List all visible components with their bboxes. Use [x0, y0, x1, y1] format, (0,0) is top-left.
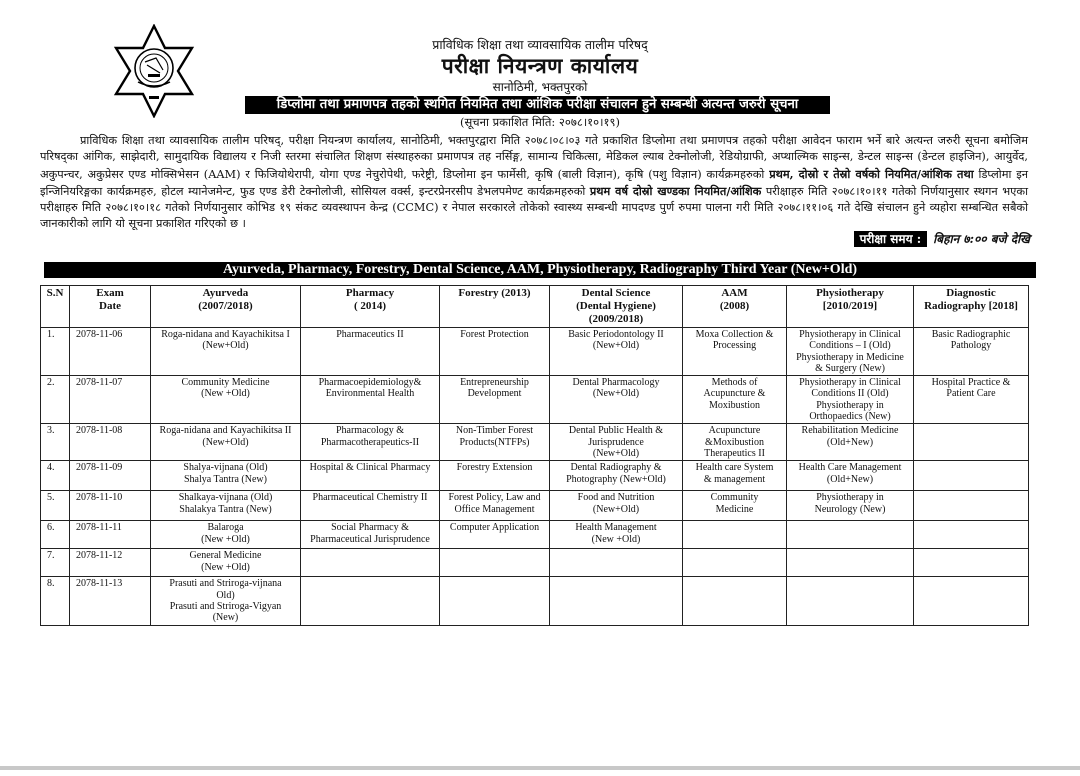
- cell-radiography: [914, 491, 1029, 521]
- cell-line: Health care System: [695, 462, 774, 474]
- cell-radiography: [914, 376, 1029, 424]
- header-line: Dental Science: [581, 287, 651, 299]
- cell-line: Pharmaceutics II: [336, 329, 404, 340]
- cell-line: Acupuncture &: [703, 388, 766, 400]
- exam-time-label: परीक्षा समय :: [854, 231, 928, 247]
- cell-exam-date: 2078-11-06: [70, 328, 151, 376]
- exam-time: [854, 230, 1030, 247]
- cell-line: & management: [703, 473, 766, 485]
- cell-line: Community Medicine: [181, 377, 270, 389]
- cell-pharmacy: [301, 521, 440, 549]
- cell-forestry: [440, 461, 550, 491]
- header-line: Date: [99, 300, 121, 312]
- header-line: Pharmacy: [345, 287, 395, 299]
- cell-pharmacy: [301, 424, 440, 461]
- cell-line: Forest Policy, Law and: [448, 492, 541, 504]
- cell-line: Patient Care: [946, 388, 996, 400]
- cell-aam: [683, 424, 787, 461]
- cell-line: Social Pharmacy &: [331, 522, 409, 534]
- cell-line: Physiotherapy in: [816, 492, 884, 504]
- cell-physiotherapy: [787, 549, 914, 577]
- cell-ayurveda: [151, 577, 301, 625]
- cell-line: Neurology (New): [814, 503, 886, 515]
- cell-pharmacy: [301, 577, 440, 625]
- cell-line: Environmental Health: [325, 388, 415, 400]
- cell-line: (New+Old): [592, 503, 640, 515]
- notice-body: [40, 133, 1028, 233]
- cell-line: Entrepreneurship: [460, 377, 529, 389]
- cell-exam-date: 2078-11-13: [70, 577, 151, 625]
- header-sn: [41, 286, 70, 328]
- table-row: [41, 521, 1029, 549]
- cell-physiotherapy: [787, 491, 914, 521]
- cell-line: (New+Old): [592, 388, 640, 400]
- cell-line: & Surgery (New): [815, 362, 885, 374]
- header-pharmacy: [301, 286, 440, 328]
- cell-exam-date: 2078-11-08: [70, 424, 151, 461]
- header-physiotherapy: [787, 286, 914, 328]
- cell-sn: 3.: [41, 424, 70, 461]
- cell-radiography: [914, 521, 1029, 549]
- cell-line: Conditions II (Old): [811, 388, 889, 400]
- header-ayurveda: [151, 286, 301, 328]
- cell-line: Roga-nidana and Kayachikitsa I: [161, 329, 290, 340]
- cell-dental-science: [550, 549, 683, 577]
- cell-exam-date: 2078-11-10: [70, 491, 151, 521]
- header-line: Ayurveda: [202, 287, 249, 299]
- cell-line: Food and Nutrition: [577, 492, 655, 504]
- cell-ayurveda: [151, 376, 301, 424]
- cell-line: Prasuti and Striroga-vijnana: [169, 578, 282, 590]
- exam-time-value: बिहान ७:०० बजे देखि: [933, 232, 1030, 246]
- cell-line: Pharmacotherapeutics-II: [320, 436, 420, 448]
- cell-line: Shalya Tantra (New): [184, 473, 267, 485]
- cell-line: Products(NTFPs): [459, 436, 530, 448]
- cell-line: (New): [212, 612, 239, 624]
- cell-line: Pharmacoepidemiology&: [318, 377, 422, 389]
- cell-line: Old): [216, 589, 235, 601]
- cell-sn: 7.: [41, 549, 70, 577]
- cell-pharmacy: [301, 491, 440, 521]
- body-bold-1: प्रथम, दोस्रो र तेस्रो वर्षको नियमित/आंशिक तथा: [769, 166, 974, 181]
- office-address: सानोठिमी, भक्तपुरको: [492, 80, 588, 94]
- cell-pharmacy: [301, 328, 440, 376]
- cell-aam: [683, 461, 787, 491]
- cell-line: (New +Old): [201, 561, 250, 573]
- cell-physiotherapy: [787, 521, 914, 549]
- cell-line: Acupuncture: [708, 425, 761, 437]
- cell-line: Community: [710, 492, 759, 504]
- cell-aam: [683, 577, 787, 625]
- cell-dental-science: [550, 521, 683, 549]
- cell-sn: 1.: [41, 328, 70, 376]
- cell-dental-science: [550, 328, 683, 376]
- cell-ayurveda: [151, 549, 301, 577]
- cell-pharmacy: [301, 376, 440, 424]
- cell-line: Moxibustion: [708, 399, 761, 411]
- header-line: S.N: [46, 287, 64, 299]
- cell-line: Jurisprudence: [588, 436, 644, 448]
- table-row: [41, 461, 1029, 491]
- cell-line: Development: [467, 388, 522, 400]
- cell-line: Forest Protection: [460, 329, 529, 340]
- body-text-2: डिप्लोमा इन इन्जिनियरिङ्गका कार्यक्रमहरु, होटल म्यानेजमेन्ट, फुड एण्ड डेरी टेक्नोलोजी, सोसियल वर्क्स, इन्टरप्रेनरसीप डेभलपमेण्ट कार्यक्रमहरुको: [40, 167, 1029, 198]
- header-line: (Dental Hygiene): [576, 300, 656, 312]
- cell-line: Physiotherapy in Clinical: [799, 329, 901, 340]
- cell-line: (New +Old): [201, 533, 250, 545]
- cell-dental-science: [550, 491, 683, 521]
- cell-aam: [683, 521, 787, 549]
- cell-sn: 6.: [41, 521, 70, 549]
- body-bold-2: प्रथम वर्ष दोस्रो खण्डका नियमित/आंशिक: [589, 183, 762, 198]
- bottom-scrollbar: [0, 766, 1080, 770]
- header-line: Forestry (2013): [458, 287, 531, 299]
- cell-physiotherapy: [787, 577, 914, 625]
- cell-dental-science: [550, 577, 683, 625]
- cell-line: (New+Old): [202, 436, 249, 448]
- cell-dental-science: [550, 424, 683, 461]
- cell-line: Forestry Extension: [456, 462, 533, 474]
- cell-pharmacy: [301, 549, 440, 577]
- cell-aam: [683, 549, 787, 577]
- cell-line: (New+Old): [592, 447, 640, 459]
- cell-sn: 4.: [41, 461, 70, 491]
- header-aam: [683, 286, 787, 328]
- cell-forestry: [440, 549, 550, 577]
- cell-line: Methods of: [711, 377, 758, 389]
- cell-line: Conditions – I (Old): [809, 340, 891, 352]
- cell-line: Health Management: [575, 522, 657, 534]
- cell-ayurveda: [151, 424, 301, 461]
- cell-radiography: [914, 424, 1029, 461]
- header-forestry: [440, 286, 550, 328]
- cell-physiotherapy: [787, 424, 914, 461]
- cell-radiography: [914, 328, 1029, 376]
- cell-line: Dental Public Health &: [568, 425, 664, 437]
- cell-exam-date: 2078-11-09: [70, 461, 151, 491]
- cell-line: Pharmaceutical Jurisprudence: [310, 533, 430, 545]
- cell-physiotherapy: [787, 376, 914, 424]
- cell-ayurveda: [151, 461, 301, 491]
- header-line: (2007/2018): [198, 300, 253, 312]
- table-title: Ayurveda, Pharmacy, Forestry, Dental Science, AAM, Physiotherapy, Radiography Third Year (New+Old): [44, 262, 1036, 278]
- cell-sn: 2.: [41, 376, 70, 424]
- cell-line: Computer Application: [449, 522, 540, 534]
- header-line: (2009/2018): [588, 313, 644, 325]
- body-text-1: प्राविधिक शिक्षा तथा व्यावसायिक तालीम परिषद्, परीक्षा नियन्त्रण कार्यालय, सानोठिमी, भक्तपुरद्वारा मिति २०७८।०८।०३ गते प्रकाशित डिप्लोमा तथा प्रमाणपत्र तहको परीक्षा आवेदन फाराम भर्ने बारे अत्यन्त जरुरी सूचना बमोजिम परिषद्का आंगिक, साझेदारी, सामुदायिक विद्यालय र निजी स्तरमा संचालित शिक्षण संस्थाहरुका प्रमाणपत्र तह नर्सिङ्ग, सामान्य चिकित्सा, मेडिकल ल्याब टेक्नोलोजी, रेडियोग्राफी, अप्थाल्मिक साइन्स, डेन्टल साइन्स (डेन्टल हाइजिन), आयुर्वेद, अकुपन्चर, अकुप्रेसर एण्ड मोक्सिभेसन (AAM) र फिजियोथेरापी, योगा एण्ड नेचुरोपेथी, फरेष्ट्री, डिप्लोमा इन फार्मेसी, कृषि (बाली विज्ञान), कृषि (पशु विज्ञान) कार्यक्रमहरुको: [40, 134, 1028, 181]
- table-row: [41, 376, 1029, 424]
- cell-line: Orthopaedics (New): [809, 411, 891, 423]
- body-text-3: परीक्षाहरु मिति २०७८।१०।११ गतेको निर्णयानुसार स्थगन भएका परीक्षाहरु मिति २०७८।१०।१८ गतेको निर्णयानुसार कोभिड १९ संकट व्यवस्थापन केन्द्र (CCMC) र नेपाल सरकारले तोकेको स्वास्थ्य सम्बन्धी मापदण्ड पुर्ण रुपमा पालना गरी मिति २०७८।११।०६ गते देखि संचालन हुने व्यहोरा सम्बन्धित सबैको जानकारीको लागि यो सूचना प्रकाशित गरिएको छ ।: [40, 184, 1029, 231]
- cell-forestry: [440, 424, 550, 461]
- cell-line: (Old+New): [826, 473, 874, 485]
- cell-line: (New+Old): [592, 340, 640, 352]
- cell-physiotherapy: [787, 461, 914, 491]
- header-dental-science: [550, 286, 683, 328]
- table-row: [41, 577, 1029, 625]
- table-row: [41, 549, 1029, 577]
- cell-line: Medicine: [715, 503, 754, 515]
- published-date: (सूचना प्रकाशित मिति: २०७८।१०।१९): [460, 115, 620, 129]
- cell-physiotherapy: [787, 328, 914, 376]
- cell-aam: [683, 491, 787, 521]
- cell-aam: [683, 376, 787, 424]
- notice-title: डिप्लोमा तथा प्रमाणपत्र तहको स्थगित नियमित तथा आंशिक परीक्षा संचालन हुने सम्बन्धी अत्यन्त जरुरी सूचना: [245, 96, 830, 114]
- cell-line: Dental Radiography &: [570, 462, 662, 474]
- cell-line: Processing: [712, 340, 757, 352]
- cell-radiography: [914, 461, 1029, 491]
- cell-line: Photography (New+Old): [566, 473, 666, 485]
- office-name: परीक्षा नियन्त्रण कार्यालय: [441, 53, 639, 78]
- cell-dental-science: [550, 376, 683, 424]
- table-row: [41, 491, 1029, 521]
- header-line: AAM: [721, 287, 748, 299]
- header-exam-date: [70, 286, 151, 328]
- cell-line: Basic Radiographic: [931, 329, 1011, 340]
- exam-schedule-table: [40, 285, 1029, 626]
- cell-line: Pathology: [950, 340, 992, 352]
- cell-line: General Medicine: [189, 550, 262, 562]
- cell-line: &Moxibustion: [705, 436, 764, 448]
- header-line: (2008): [719, 300, 750, 312]
- cell-line: Moxa Collection &: [695, 329, 774, 340]
- cell-line: Hospital Practice &: [931, 377, 1011, 389]
- cell-line: Pharmaceutical Chemistry II: [312, 492, 428, 504]
- cell-line: Office Management: [454, 503, 535, 515]
- cell-line: Prasuti and Striroga-Vigyan: [169, 600, 282, 612]
- table-header-row: [41, 286, 1029, 328]
- council-name: प्राविधिक शिक्षा तथा व्यावसायिक तालीम परिषद्: [432, 37, 648, 52]
- cell-line: Basic Periodontology II: [568, 329, 664, 340]
- cell-radiography: [914, 577, 1029, 625]
- cell-line: Balaroga: [207, 522, 244, 534]
- cell-sn: 8.: [41, 577, 70, 625]
- cell-dental-science: [550, 461, 683, 491]
- cell-sn: 5.: [41, 491, 70, 521]
- cell-forestry: [440, 521, 550, 549]
- cell-ayurveda: [151, 328, 301, 376]
- cell-aam: [683, 328, 787, 376]
- cell-radiography: [914, 549, 1029, 577]
- cell-line: Dental Pharmacology: [572, 377, 660, 389]
- header-line: Physiotherapy: [816, 287, 884, 299]
- cell-exam-date: 2078-11-07: [70, 376, 151, 424]
- cell-exam-date: 2078-11-12: [70, 549, 151, 577]
- cell-line: (New +Old): [591, 533, 641, 545]
- cell-line: Roga-nidana and Kayachikitsa II: [159, 425, 292, 437]
- header-line: [2010/2019]: [822, 300, 878, 312]
- header-line: Exam: [96, 287, 124, 299]
- header-radiography: [914, 286, 1029, 328]
- cell-forestry: [440, 376, 550, 424]
- table-row: [41, 328, 1029, 376]
- cell-line: (New+Old): [202, 340, 249, 352]
- cell-ayurveda: [151, 491, 301, 521]
- cell-forestry: [440, 577, 550, 625]
- header-line: ( 2014): [353, 300, 387, 312]
- cell-line: Non-Timber Forest: [455, 425, 534, 437]
- header-line: Radiography [2018]: [924, 300, 1018, 312]
- cell-line: Physiotherapy in: [816, 399, 884, 411]
- cell-line: Health Care Management: [798, 462, 902, 474]
- cell-pharmacy: [301, 461, 440, 491]
- table-row: [41, 424, 1029, 461]
- cell-forestry: [440, 491, 550, 521]
- cell-exam-date: 2078-11-11: [70, 521, 151, 549]
- cell-line: Physiotherapy in Medicine: [796, 351, 904, 363]
- cell-forestry: [440, 328, 550, 376]
- cell-line: Shalkaya-vijnana (Old): [178, 492, 273, 504]
- cell-line: (New +Old): [201, 388, 250, 400]
- cell-line: Pharmacology &: [335, 425, 405, 437]
- cell-line: Physiotherapy in Clinical: [799, 377, 901, 389]
- cell-line: (Old+New): [826, 436, 874, 448]
- cell-ayurveda: [151, 521, 301, 549]
- cell-line: Shalakya Tantra (New): [179, 503, 272, 515]
- cell-line: Rehabilitation Medicine: [801, 425, 899, 437]
- cell-line: Therapeutics II: [704, 447, 765, 459]
- cell-line: Hospital & Clinical Pharmacy: [309, 462, 431, 474]
- cell-line: Shalya-vijnana (Old): [183, 462, 268, 474]
- header-line: Diagnostic: [946, 287, 996, 299]
- ctevt-logo: [108, 24, 200, 118]
